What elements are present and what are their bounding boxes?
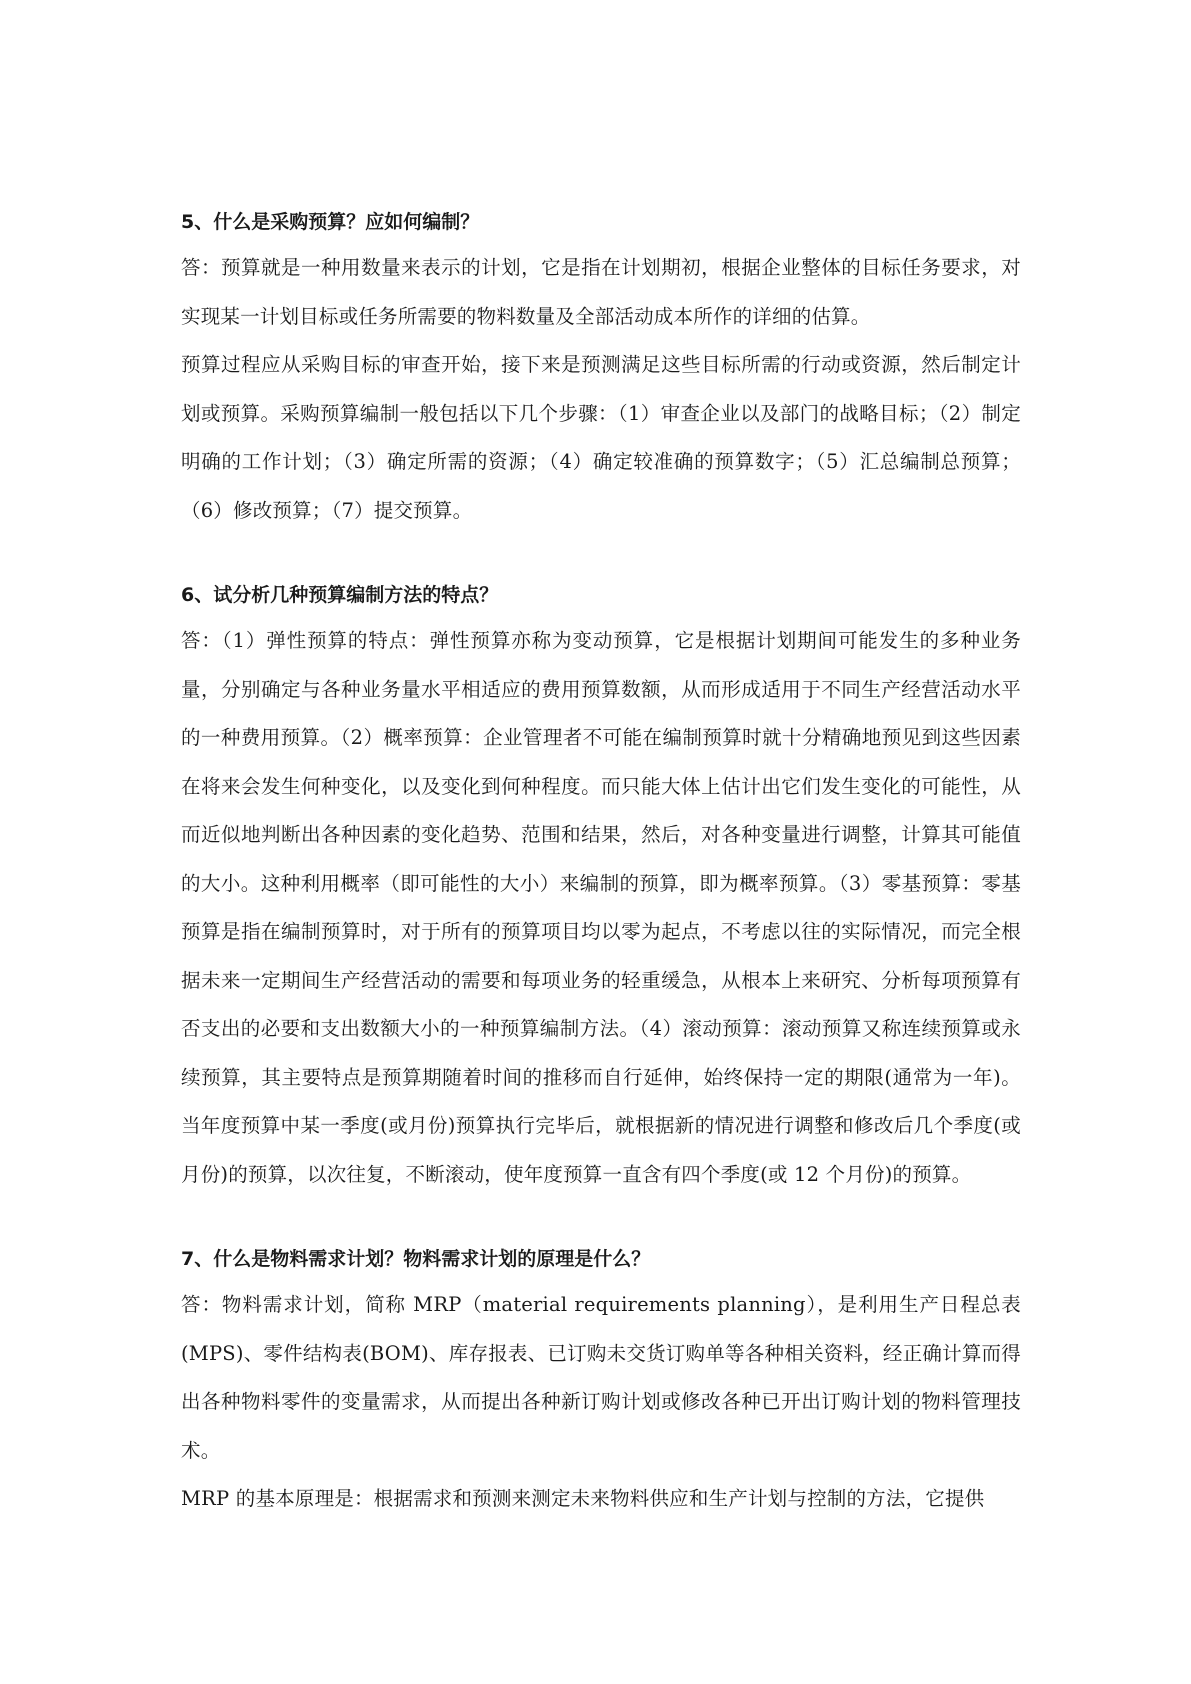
question-6-section: [181, 573, 1021, 1199]
question-5-heading: 5、什么是采购预算？应如何编制？: [181, 211, 480, 233]
question-7-heading: 7、什么是物料需求计划？物料需求计划的原理是什么？: [181, 1248, 651, 1270]
document-page: [181, 200, 1021, 1562]
question-5-steps: 预算过程应从采购目标的审查开始，接下来是预测满足这些目标所需的行动或资源，然后制定计划或预算。采购预算编制一般包括以下几个步骤：（1）审查企业以及部门的战略目标；（2）制定明确的工作计划；（3）确定所需的资源；（4）确定较准确的预算数字；（5）汇总编制总预算；（6）修改预算；（7）提交预算。: [181, 353, 1021, 522]
question-5-answer: 答：预算就是一种用数量来表示的计划，它是指在计划期初，根据企业整体的目标任务要求，对实现某一计划目标或任务所需要的物料数量及全部活动成本所作的详细的估算。: [181, 256, 1021, 328]
question-6-answer: 答：（1）弹性预算的特点：弹性预算亦称为变动预算，它是根据计划期间可能发生的多种业务量，分别确定与各种业务量水平相适应的费用预算数额，从而形成适用于不同生产经营活动水平的一种费用预算。（2）概率预算：企业管理者不可能在编制预算时就十分精确地预见到这些因素在将来会发生何种变化，以及变化到何种程度。而只能大体上估计出它们发生变化的可能性，从而近似地判断出各种因素的变化趋势、范围和结果，然后，对各种变量进行调整，计算其可能值的大小。这种利用概率（即可能性的大小）来编制的预算，即为概率预算。（3）零基预算：零基预算是指在编制预算时，对于所有的预算项目均以零为起点，不考虑以往的实际情况，而完全根据未来一定期间生产经营活动的需要和每项业务的轻重缓急，从根本上来研究、分析每项预算有否支出的必要和支出数额大小的一种预算编制方法。（4）滚动预算：滚动预算又称连续预算或永续预算，其主要特点是预算期随着时间的推移而自行延伸，始终保持一定的期限(通常为一年)。当年度预算中某一季度(或月份)预算执行完毕后，就根据新的情况进行调整和修改后几个季度(或月份)的预算，以次往复，不断滚动，使年度预算一直含有四个季度(或 12 个月份)的预算。: [181, 629, 1021, 1186]
question-6-heading: 6、试分析几种预算编制方法的特点？: [181, 584, 499, 606]
question-7-answer: 答：物料需求计划，简称 MRP（material requirements planning），是利用生产日程总表(MPS)、零件结构表(BOM)、库存报表、已订购未交货订购单等各种相关资料，经正确计算而得出各种物料零件的变量需求，从而提出各种新订购计划或修改各种已开出订购计划的物料管理技术。: [181, 1293, 1021, 1462]
question-7-principle: MRP 的基本原理是：根据需求和预测来测定未来物料供应和生产计划与控制的方法，它提供: [181, 1487, 985, 1510]
question-7-section: [181, 1237, 1021, 1524]
question-5-section: [181, 200, 1021, 535]
